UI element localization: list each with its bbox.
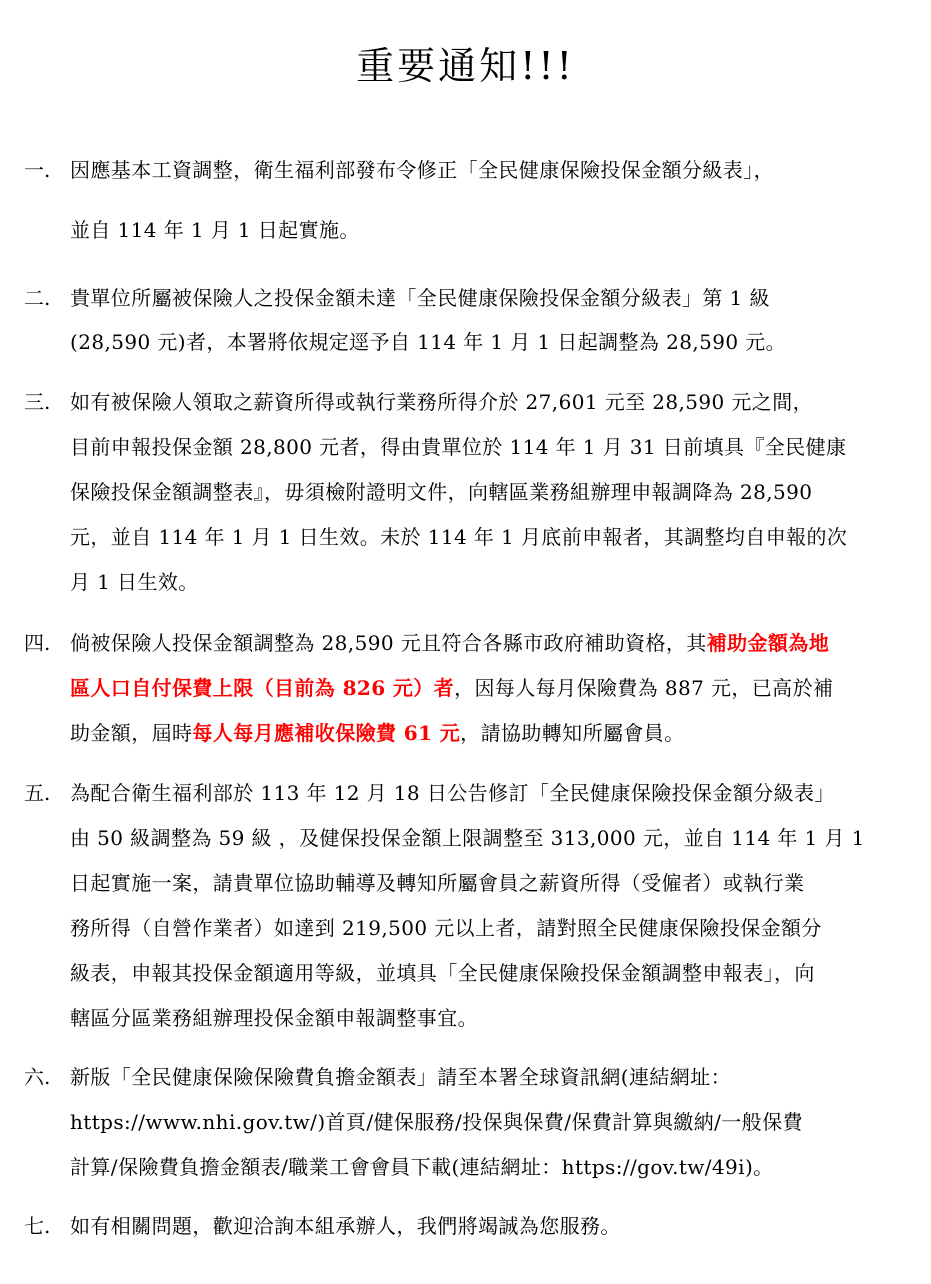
- item-line: (28,590 元)者，本署將依規定逕予自 114 年 1 月 1 日起調整為 28,590 元。: [70, 330, 787, 354]
- highlight-text: 區人口自付保費上限（目前為 826 元）者: [70, 676, 455, 700]
- item-line: 如有相關問題，歡迎洽詢本組承辦人，我們將竭誠為您服務。: [70, 1214, 621, 1238]
- item-number: 一.: [24, 158, 51, 182]
- item-text: 助金額，屆時: [70, 721, 193, 745]
- highlight-text: 補助金額為地: [706, 631, 830, 655]
- item-number: 七.: [24, 1214, 51, 1238]
- item-text: ，因每人每月保險費為 887 元，已高於補: [454, 676, 834, 700]
- item-line: 由 50 級調整為 59 級 ，及健保投保金額上限調整至 313,000 元，並自 114 年 1 月 1: [70, 826, 865, 850]
- item-line: 轄區分區業務組辦理投保金額申報調整事宜。: [70, 1006, 478, 1030]
- item-number: 二.: [24, 286, 51, 310]
- item-line: [70, 676, 833, 700]
- item-line: [70, 721, 685, 745]
- item-line: 元，並自 114 年 1 月 1 日生效。未於 114 年 1 月底前申報者，其調整均自申報的次: [70, 525, 848, 549]
- item-text: ，請協助轉知所屬會員。: [460, 721, 685, 745]
- item-line: 因應基本工資調整，衛生福利部發布令修正「全民健康保險投保金額分級表」，: [70, 158, 774, 182]
- item-line: 級表，申報其投保金額適用等級，並填具「全民健康保險投保金額調整申報表」，向: [70, 961, 815, 985]
- item-line: 務所得（自營作業者）如達到 219,500 元以上者，請對照全民健康保險投保金額分: [70, 916, 822, 940]
- item-line: 如有被保險人領取之薪資所得或執行業務所得介於 27,601 元至 28,590 元之間，: [70, 390, 813, 414]
- item-line: 新版「全民健康保險保險費負擔金額表」請至本署全球資訊網(連結網址：: [70, 1065, 732, 1089]
- item-line: 計算/保險費負擔金額表/職業工會會員下載(連結網址：https://gov.tw/49i)。: [70, 1155, 774, 1179]
- item-number: 三.: [24, 390, 51, 414]
- highlight-text: 每人每月應補收保險費 61 元: [192, 721, 461, 745]
- item-line: 為配合衛生福利部於 113 年 12 月 18 日公告修訂「全民健康保險投保金額分級表」: [70, 781, 835, 805]
- item-line: [70, 631, 829, 655]
- notice-title: 重要通知!!!: [356, 44, 575, 88]
- item-line: https://www.nhi.gov.tw/)首頁/健保服務/投保與保費/保費計算與繳納/一般保費: [70, 1110, 803, 1134]
- item-number: 六.: [24, 1065, 51, 1089]
- item-line: 保險投保金額調整表』，毋須檢附證明文件，向轄區業務組辦理申報調降為 28,590: [70, 480, 813, 504]
- item-line: 貴單位所屬被保險人之投保金額未達「全民健康保險投保金額分級表」第 1 級: [70, 286, 770, 310]
- item-text: 倘被保險人投保金額調整為 28,590 元且符合各縣市政府補助資格，其: [70, 631, 707, 655]
- item-number: 四.: [24, 631, 51, 655]
- item-number: 五.: [24, 781, 51, 805]
- item-line: 月 1 日生效。: [70, 570, 199, 594]
- item-line: 並自 114 年 1 月 1 日起實施。: [70, 218, 360, 242]
- item-line: 日起實施一案，請貴單位協助輔導及轉知所屬會員之薪資所得（受僱者）或執行業: [70, 871, 805, 895]
- item-line: 目前申報投保金額 28,800 元者，得由貴單位於 114 年 1 月 31 日前填具『全民健康: [70, 435, 847, 459]
